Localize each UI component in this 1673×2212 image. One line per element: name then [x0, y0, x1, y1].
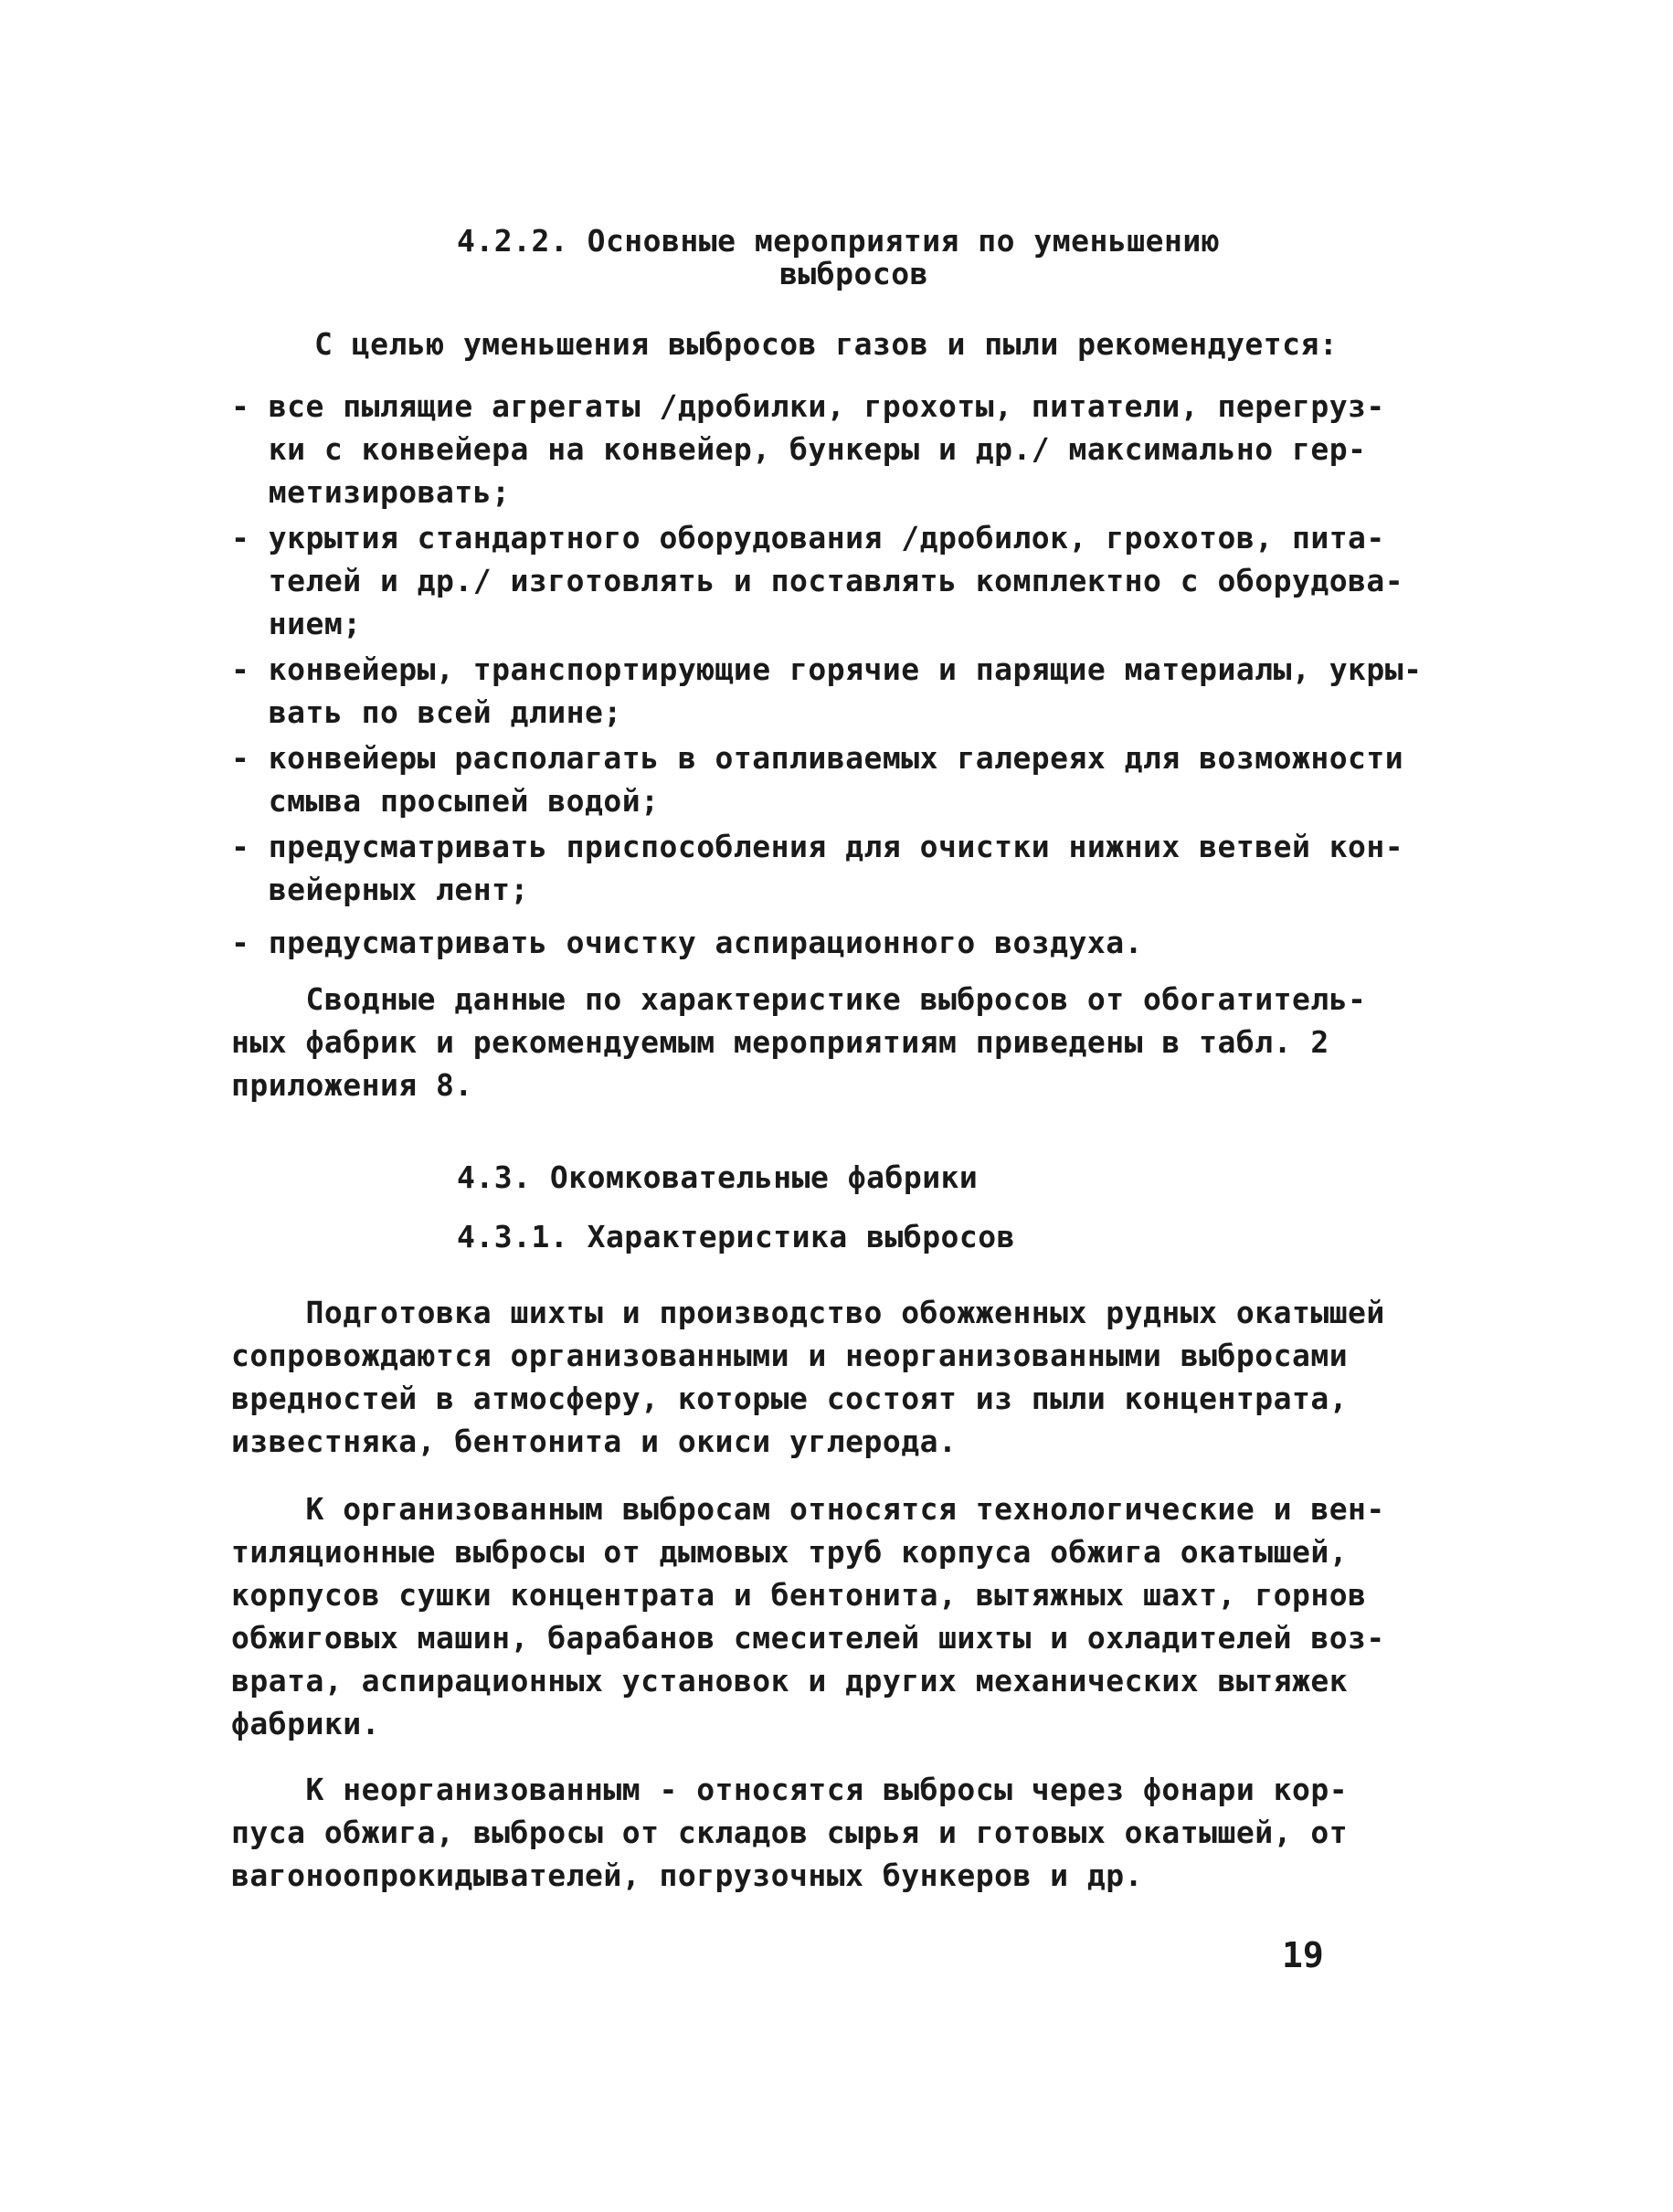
paragraph-line: К неорганизованным - относятся выбросы через фонари кор-	[231, 1772, 1349, 1807]
paragraph-line: тиляционные выбросы от дымовых труб корпуса обжига окатышей,	[231, 1534, 1349, 1570]
paragraph-line: К организованным выбросам относятся технологические и вен-	[231, 1491, 1385, 1527]
paragraph-line: сопровождаются организованными и неорганизованными выбросами	[231, 1338, 1349, 1373]
paragraph-line: обжиговых машин, барабанов смесителей шихты и охладителей воз-	[231, 1620, 1385, 1656]
list-item-line: телей и др./ изготовлять и поставлять комплектно с оборудова-	[231, 563, 1404, 598]
paragraph-line: фабрики.	[231, 1706, 380, 1741]
paragraph-line: корпусов сушки концентрата и бентонита, вытяжных шахт, горнов	[231, 1577, 1367, 1613]
paragraph-line: вагоноопрокидывателей, погрузочных бункеров и др.	[231, 1857, 1144, 1893]
paragraph-line: известняка, бентонита и окиси углерода.	[231, 1424, 958, 1459]
list-item-line: - все пылящие агрегаты /дробилки, грохоты, питатели, перегруз-	[231, 388, 1385, 424]
paragraph-line: Сводные данные по характеристике выбросов от обогатитель-	[231, 981, 1367, 1017]
intro-text: С целью уменьшения выбросов газов и пыли рекомендуется:	[314, 326, 1339, 362]
page-number: 19	[1282, 1935, 1324, 1975]
subsection-heading: 4.3.1. Характеристика выбросов	[457, 1219, 1016, 1254]
section-heading: 4.3. Окомковательные фабрики	[457, 1159, 979, 1195]
list-item-line: - конвейеры, транспортирующие горячие и парящие материалы, укры-	[231, 651, 1423, 687]
paragraph-line: врата, аспирационных установок и других механических вытяжек	[231, 1663, 1349, 1699]
paragraph-line: вредностей в атмосферу, которые состоят из пыли концентрата,	[231, 1381, 1349, 1416]
paragraph-line: ных фабрик и рекомендуемым мероприятиям приведены в табл. 2	[231, 1024, 1329, 1060]
list-item-line: ки с конвейера на конвейер, бункеры и др./ максимально гер-	[231, 431, 1367, 467]
paragraph-line: приложения 8.	[231, 1067, 473, 1103]
list-item-line: нием;	[231, 606, 362, 641]
list-item-line: смыва просыпей водой;	[231, 783, 660, 819]
list-item-line: - укрытия стандартного оборудования /дробилок, грохотов, пита-	[231, 520, 1385, 556]
section-heading-line1: 4.2.2. Основные мероприятия по уменьшению	[457, 223, 1221, 259]
paragraph-line: Подготовка шихты и производство обожженных рудных окатышей	[231, 1295, 1385, 1330]
paragraph-line: пуса обжига, выбросы от складов сырья и готовых окатышей, от	[231, 1815, 1349, 1850]
list-item-line: - предусматривать приспособления для очистки нижних ветвей кон-	[231, 829, 1404, 864]
list-item-line: вать по всей длине;	[231, 694, 622, 730]
section-heading-line2: выбросов	[779, 256, 928, 291]
list-item-line: метизировать;	[231, 474, 511, 510]
list-item-line: - конвейеры располагать в отапливаемых галереях для возможности	[231, 740, 1404, 776]
list-item-line: - предусматривать очистку аспирационного воздуха.	[231, 925, 1144, 960]
list-item-line: вейерных лент;	[231, 872, 529, 907]
